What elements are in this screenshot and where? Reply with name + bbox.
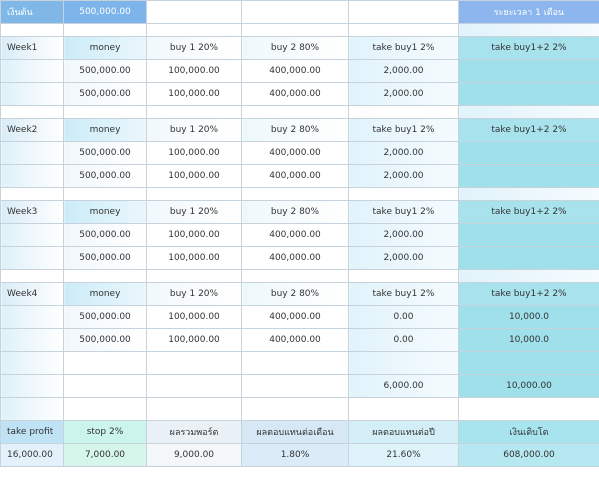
empty-cell[interactable] <box>64 352 147 375</box>
portfolio-total-label[interactable]: ผลรวมพอร์ต <box>147 421 242 444</box>
buy2-cell[interactable]: 400,000.00 <box>242 60 349 83</box>
total-take-buy12-cell[interactable]: 10,000.00 <box>459 375 599 398</box>
spacer-row <box>1 24 599 37</box>
buy1-cell[interactable]: 100,000.00 <box>147 329 242 352</box>
week-label-cell[interactable]: Week1 <box>1 37 64 60</box>
empty-cell[interactable] <box>242 270 349 283</box>
principal-label-cell[interactable]: เงินต้น <box>1 1 64 24</box>
empty-cell[interactable] <box>242 352 349 375</box>
buy2-cell[interactable]: 400,000.00 <box>242 142 349 165</box>
buy1-header-cell[interactable]: buy 1 20% <box>147 37 242 60</box>
buy1-cell[interactable]: 100,000.00 <box>147 306 242 329</box>
take-profit-value[interactable]: 16,000.00 <box>1 444 64 467</box>
week-label-cell[interactable]: Week4 <box>1 283 64 306</box>
empty-cell[interactable] <box>1 142 64 165</box>
empty-cell[interactable] <box>147 398 242 421</box>
take-buy12-cell[interactable] <box>459 83 599 106</box>
buy2-cell[interactable]: 400,000.00 <box>242 165 349 188</box>
empty-cell[interactable] <box>1 83 64 106</box>
empty-cell[interactable] <box>459 188 599 201</box>
week-header-row <box>1 37 599 60</box>
take-buy12-cell[interactable] <box>459 142 599 165</box>
spacer-row <box>1 270 599 283</box>
money-cell[interactable]: 500,000.00 <box>64 165 147 188</box>
empty-cell[interactable] <box>1 247 64 270</box>
money-header-cell[interactable]: money <box>64 119 147 142</box>
empty-cell[interactable] <box>64 24 147 37</box>
take-buy1-cell[interactable]: 2,000.00 <box>349 142 459 165</box>
money-cell[interactable]: 500,000.00 <box>64 142 147 165</box>
money-header-cell[interactable]: money <box>64 283 147 306</box>
buy1-cell[interactable]: 100,000.00 <box>147 224 242 247</box>
money-header-cell[interactable]: money <box>64 37 147 60</box>
buy2-cell[interactable]: 400,000.00 <box>242 247 349 270</box>
week-data-row <box>1 142 599 165</box>
take-profit-label[interactable]: take profit <box>1 421 64 444</box>
blank-row <box>1 352 599 375</box>
buy2-cell[interactable]: 400,000.00 <box>242 329 349 352</box>
money-cell[interactable]: 500,000.00 <box>64 247 147 270</box>
empty-cell[interactable] <box>1 352 64 375</box>
yearly-return-value[interactable]: 21.60% <box>349 444 459 467</box>
empty-cell[interactable] <box>147 375 242 398</box>
week-header-row <box>1 283 599 306</box>
stop-value[interactable]: 7,000.00 <box>64 444 147 467</box>
buy1-header-cell[interactable]: buy 1 20% <box>147 119 242 142</box>
principal-amount-cell[interactable]: 500,000.00 <box>64 1 147 24</box>
week-label-cell[interactable]: Week3 <box>1 201 64 224</box>
empty-cell[interactable] <box>459 352 599 375</box>
empty-cell[interactable] <box>64 270 147 283</box>
week-label-cell[interactable]: Week2 <box>1 119 64 142</box>
take-buy12-cell[interactable] <box>459 224 599 247</box>
empty-cell[interactable] <box>349 352 459 375</box>
empty-cell[interactable] <box>1 188 64 201</box>
empty-cell[interactable] <box>242 24 349 37</box>
take-buy12-cell[interactable]: 10,000.0 <box>459 329 599 352</box>
buy1-cell[interactable]: 100,000.00 <box>147 83 242 106</box>
take-buy1-header-cell[interactable]: take buy1 2% <box>349 201 459 224</box>
buy1-cell[interactable]: 100,000.00 <box>147 142 242 165</box>
monthly-return-value[interactable]: 1.80% <box>242 444 349 467</box>
empty-cell[interactable] <box>147 188 242 201</box>
empty-cell[interactable] <box>459 398 599 421</box>
empty-cell[interactable] <box>349 106 459 119</box>
buy1-cell[interactable]: 100,000.00 <box>147 60 242 83</box>
growth-label[interactable]: เงินเติบโต <box>459 421 599 444</box>
money-cell[interactable]: 500,000.00 <box>64 60 147 83</box>
totals-row <box>1 375 599 398</box>
take-buy12-header-cell[interactable]: take buy1+2 2% <box>459 37 599 60</box>
buy2-cell[interactable]: 400,000.00 <box>242 224 349 247</box>
spacer-row <box>1 188 599 201</box>
buy1-header-cell[interactable]: buy 1 20% <box>147 201 242 224</box>
empty-cell[interactable] <box>64 106 147 119</box>
empty-cell[interactable] <box>1 60 64 83</box>
buy2-cell[interactable]: 400,000.00 <box>242 83 349 106</box>
total-take-buy1-cell[interactable]: 6,000.00 <box>349 375 459 398</box>
blank-row <box>1 398 599 421</box>
empty-cell[interactable] <box>1 306 64 329</box>
empty-cell[interactable] <box>1 270 64 283</box>
take-buy1-cell[interactable]: 2,000.00 <box>349 60 459 83</box>
empty-cell[interactable] <box>349 24 459 37</box>
week-data-row <box>1 165 599 188</box>
take-buy12-header-cell[interactable]: take buy1+2 2% <box>459 283 599 306</box>
take-buy12-cell[interactable] <box>459 247 599 270</box>
empty-cell[interactable] <box>147 24 242 37</box>
week-data-row <box>1 83 599 106</box>
week-header-row <box>1 201 599 224</box>
take-buy12-cell[interactable]: 10,000.0 <box>459 306 599 329</box>
take-buy1-cell[interactable]: 2,000.00 <box>349 247 459 270</box>
buy2-header-cell[interactable]: buy 2 80% <box>242 283 349 306</box>
empty-cell[interactable] <box>349 188 459 201</box>
empty-cell[interactable] <box>1 329 64 352</box>
period-cell[interactable]: ระยะเวลา 1 เดือน <box>459 1 599 24</box>
take-buy1-header-cell[interactable]: take buy1 2% <box>349 37 459 60</box>
monthly-return-label[interactable]: ผลตอบแทนต่อเดือน <box>242 421 349 444</box>
empty-cell[interactable] <box>1 398 64 421</box>
buy2-cell[interactable]: 400,000.00 <box>242 306 349 329</box>
empty-cell[interactable] <box>459 270 599 283</box>
week-data-row <box>1 224 599 247</box>
week-header-row <box>1 119 599 142</box>
take-buy12-header-cell[interactable]: take buy1+2 2% <box>459 201 599 224</box>
empty-cell[interactable] <box>1 375 64 398</box>
empty-cell[interactable] <box>64 375 147 398</box>
empty-cell[interactable] <box>1 106 64 119</box>
growth-value[interactable]: 608,000.00 <box>459 444 599 467</box>
take-buy1-cell[interactable]: 2,000.00 <box>349 165 459 188</box>
week-data-row <box>1 60 599 83</box>
empty-cell[interactable] <box>349 398 459 421</box>
buy2-header-cell[interactable]: buy 2 80% <box>242 201 349 224</box>
empty-cell[interactable] <box>349 270 459 283</box>
empty-cell[interactable] <box>147 352 242 375</box>
buy2-header-cell[interactable]: buy 2 80% <box>242 119 349 142</box>
yearly-return-label[interactable]: ผลตอบแทนต่อปี <box>349 421 459 444</box>
empty-cell[interactable] <box>459 106 599 119</box>
take-buy1-header-cell[interactable]: take buy1 2% <box>349 283 459 306</box>
take-buy1-header-cell[interactable]: take buy1 2% <box>349 119 459 142</box>
take-buy12-cell[interactable] <box>459 60 599 83</box>
spacer-row <box>1 106 599 119</box>
take-buy1-cell[interactable]: 0.00 <box>349 329 459 352</box>
summary-value-row <box>1 444 599 467</box>
take-buy1-cell[interactable]: 2,000.00 <box>349 83 459 106</box>
take-buy1-cell[interactable]: 2,000.00 <box>349 224 459 247</box>
money-cell[interactable]: 500,000.00 <box>64 224 147 247</box>
empty-cell[interactable] <box>242 375 349 398</box>
take-buy1-cell[interactable]: 0.00 <box>349 306 459 329</box>
empty-cell[interactable] <box>147 1 242 24</box>
money-cell[interactable]: 500,000.00 <box>64 329 147 352</box>
take-buy12-cell[interactable] <box>459 165 599 188</box>
empty-cell[interactable] <box>147 270 242 283</box>
empty-cell[interactable] <box>459 24 599 37</box>
stop-label[interactable]: stop 2% <box>64 421 147 444</box>
buy1-header-cell[interactable]: buy 1 20% <box>147 283 242 306</box>
header-row <box>1 1 599 24</box>
summary-label-row <box>1 421 599 444</box>
take-buy12-header-cell[interactable]: take buy1+2 2% <box>459 119 599 142</box>
buy1-cell[interactable]: 100,000.00 <box>147 247 242 270</box>
empty-cell[interactable] <box>147 106 242 119</box>
empty-cell[interactable] <box>64 398 147 421</box>
empty-cell[interactable] <box>242 1 349 24</box>
empty-cell[interactable] <box>1 24 64 37</box>
empty-cell[interactable] <box>349 1 459 24</box>
empty-cell[interactable] <box>242 188 349 201</box>
buy2-header-cell[interactable]: buy 2 80% <box>242 37 349 60</box>
empty-cell[interactable] <box>242 398 349 421</box>
week-data-row <box>1 329 599 352</box>
empty-cell[interactable] <box>1 224 64 247</box>
money-header-cell[interactable]: money <box>64 201 147 224</box>
money-cell[interactable]: 500,000.00 <box>64 306 147 329</box>
week-data-row <box>1 247 599 270</box>
week-data-row <box>1 306 599 329</box>
empty-cell[interactable] <box>242 106 349 119</box>
empty-cell[interactable] <box>64 188 147 201</box>
money-cell[interactable]: 500,000.00 <box>64 83 147 106</box>
portfolio-total-value[interactable]: 9,000.00 <box>147 444 242 467</box>
empty-cell[interactable] <box>1 165 64 188</box>
buy1-cell[interactable]: 100,000.00 <box>147 165 242 188</box>
